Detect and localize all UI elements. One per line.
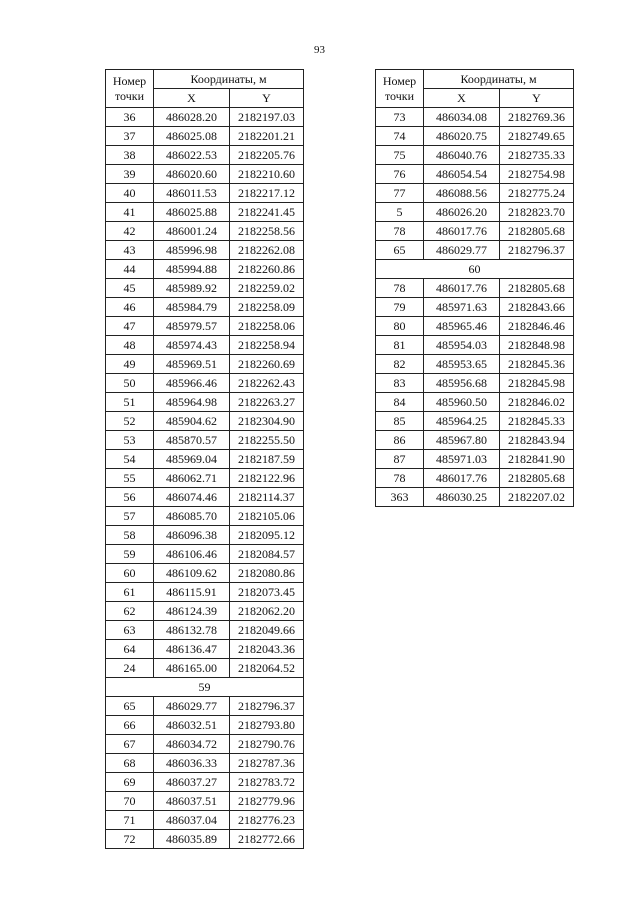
x-coordinate-cell: 486037.51: [154, 792, 230, 811]
point-number-cell: 74: [376, 127, 424, 146]
y-coordinate-cell: 2182262.43: [230, 374, 304, 393]
x-coordinate-cell: 485965.46: [424, 317, 500, 336]
x-coordinate-cell: 486001.24: [154, 222, 230, 241]
table-row: [106, 355, 304, 374]
table-row: [106, 165, 304, 184]
x-coordinate-cell: 486040.76: [424, 146, 500, 165]
coordinates-table-left: [105, 69, 304, 849]
x-coordinate-cell: 486136.47: [154, 640, 230, 659]
page-number: 93: [314, 44, 325, 56]
x-coordinate-cell: 486034.72: [154, 735, 230, 754]
y-coordinate-cell: 2182772.66: [230, 830, 304, 849]
table-row: [106, 564, 304, 583]
table-row: [376, 488, 574, 507]
y-coordinate-cell: 2182122.96: [230, 469, 304, 488]
point-number-cell: 65: [106, 697, 154, 716]
point-number-header-line1: Номер: [112, 73, 147, 88]
table-row: [106, 298, 304, 317]
x-coordinate-cell: 485953.65: [424, 355, 500, 374]
x-coordinate-cell: 486106.46: [154, 545, 230, 564]
x-coordinate-cell: 486017.76: [424, 469, 500, 488]
table-row: [106, 317, 304, 336]
y-coordinate-cell: 2182845.98: [500, 374, 574, 393]
y-coordinate-cell: 2182084.57: [230, 545, 304, 564]
y-coordinate-cell: 2182749.65: [500, 127, 574, 146]
table-row: [106, 146, 304, 165]
table-row: [376, 374, 574, 393]
x-coordinate-cell: 485996.98: [154, 241, 230, 260]
y-header: Y: [500, 89, 574, 108]
y-coordinate-cell: 2182787.36: [230, 754, 304, 773]
x-coordinate-cell: 486017.76: [424, 222, 500, 241]
y-coordinate-cell: 2182796.37: [500, 241, 574, 260]
point-number-cell: 51: [106, 393, 154, 412]
table-row: [106, 450, 304, 469]
x-coordinate-cell: 485956.68: [424, 374, 500, 393]
point-number-header-line1: Номер: [382, 73, 417, 88]
point-number-cell: 67: [106, 735, 154, 754]
section-label: 59: [106, 678, 304, 697]
point-number-cell: 79: [376, 298, 424, 317]
x-coordinate-cell: 486109.62: [154, 564, 230, 583]
section-row: [376, 260, 574, 279]
point-number-cell: 73: [376, 108, 424, 127]
x-coordinate-cell: 486062.71: [154, 469, 230, 488]
table-row: [106, 374, 304, 393]
coordinates-header: Координаты, м: [424, 70, 574, 89]
table-row: [106, 241, 304, 260]
point-number-cell: 24: [106, 659, 154, 678]
point-number-cell: 40: [106, 184, 154, 203]
point-number-cell: 37: [106, 127, 154, 146]
y-coordinate-cell: 2182105.06: [230, 507, 304, 526]
table-row: [376, 203, 574, 222]
point-number-cell: 53: [106, 431, 154, 450]
x-coordinate-cell: 486037.27: [154, 773, 230, 792]
point-number-cell: 64: [106, 640, 154, 659]
point-number-cell: 83: [376, 374, 424, 393]
point-number-header: [376, 70, 424, 108]
y-coordinate-cell: 2182845.36: [500, 355, 574, 374]
point-number-cell: 66: [106, 716, 154, 735]
point-number-cell: 70: [106, 792, 154, 811]
y-coordinate-cell: 2182846.02: [500, 393, 574, 412]
y-coordinate-cell: 2182197.03: [230, 108, 304, 127]
point-number-cell: 60: [106, 564, 154, 583]
table-row: [106, 184, 304, 203]
table-row: [376, 184, 574, 203]
y-coordinate-cell: 2182263.27: [230, 393, 304, 412]
table-row: [376, 393, 574, 412]
table-row: [106, 811, 304, 830]
table-row: [106, 830, 304, 849]
point-number-cell: 84: [376, 393, 424, 412]
table-row: [106, 488, 304, 507]
y-coordinate-cell: 2182805.68: [500, 222, 574, 241]
y-coordinate-cell: 2182754.98: [500, 165, 574, 184]
y-coordinate-cell: 2182304.90: [230, 412, 304, 431]
point-number-cell: 56: [106, 488, 154, 507]
point-number-cell: 87: [376, 450, 424, 469]
point-number-header-line2: точки: [384, 88, 415, 103]
y-coordinate-cell: 2182259.02: [230, 279, 304, 298]
section-label: 60: [376, 260, 574, 279]
y-coordinate-cell: 2182769.36: [500, 108, 574, 127]
point-number-cell: 78: [376, 279, 424, 298]
x-coordinate-cell: 485960.50: [424, 393, 500, 412]
table-row: [106, 526, 304, 545]
section-row: [106, 678, 304, 697]
point-number-cell: 5: [376, 203, 424, 222]
y-coordinate-cell: 2182805.68: [500, 469, 574, 488]
point-number-cell: 63: [106, 621, 154, 640]
x-coordinate-cell: 486017.76: [424, 279, 500, 298]
y-coordinate-cell: 2182823.70: [500, 203, 574, 222]
y-coordinate-cell: 2182187.59: [230, 450, 304, 469]
x-header: X: [154, 89, 230, 108]
point-number-cell: 46: [106, 298, 154, 317]
table-row: [106, 469, 304, 488]
table-row: [376, 279, 574, 298]
y-coordinate-cell: 2182241.45: [230, 203, 304, 222]
x-coordinate-cell: 486037.04: [154, 811, 230, 830]
y-coordinate-cell: 2182217.12: [230, 184, 304, 203]
coordinates-table-right: [375, 69, 574, 507]
x-coordinate-cell: 485870.57: [154, 431, 230, 450]
point-number-cell: 65: [376, 241, 424, 260]
point-number-cell: 81: [376, 336, 424, 355]
table-row: [376, 431, 574, 450]
table-row: [106, 621, 304, 640]
point-number-cell: 39: [106, 165, 154, 184]
x-coordinate-cell: 485989.92: [154, 279, 230, 298]
y-coordinate-cell: 2182848.98: [500, 336, 574, 355]
y-coordinate-cell: 2182260.69: [230, 355, 304, 374]
point-number-cell: 86: [376, 431, 424, 450]
table-row: [106, 507, 304, 526]
table-row: [106, 336, 304, 355]
coordinates-header: Координаты, м: [154, 70, 304, 89]
x-coordinate-cell: 486085.70: [154, 507, 230, 526]
table-row: [106, 735, 304, 754]
point-number-cell: 76: [376, 165, 424, 184]
table-row: [106, 108, 304, 127]
y-coordinate-cell: 2182255.50: [230, 431, 304, 450]
x-coordinate-cell: 485966.46: [154, 374, 230, 393]
table-row: [106, 716, 304, 735]
point-number-cell: 68: [106, 754, 154, 773]
y-coordinate-cell: 2182845.33: [500, 412, 574, 431]
point-number-cell: 44: [106, 260, 154, 279]
x-coordinate-cell: 485974.43: [154, 336, 230, 355]
x-coordinate-cell: 486132.78: [154, 621, 230, 640]
y-coordinate-cell: 2182073.45: [230, 583, 304, 602]
table-row: [376, 450, 574, 469]
point-number-cell: 49: [106, 355, 154, 374]
y-coordinate-cell: 2182049.66: [230, 621, 304, 640]
point-number-cell: 69: [106, 773, 154, 792]
x-coordinate-cell: 485969.04: [154, 450, 230, 469]
point-number-cell: 77: [376, 184, 424, 203]
x-coordinate-cell: 486054.54: [424, 165, 500, 184]
point-number-cell: 42: [106, 222, 154, 241]
x-coordinate-cell: 486030.25: [424, 488, 500, 507]
x-coordinate-cell: 486028.20: [154, 108, 230, 127]
y-coordinate-cell: 2182258.09: [230, 298, 304, 317]
x-coordinate-cell: 485984.79: [154, 298, 230, 317]
y-coordinate-cell: 2182843.94: [500, 431, 574, 450]
point-number-cell: 78: [376, 469, 424, 488]
point-number-cell: 75: [376, 146, 424, 165]
table-row: [106, 222, 304, 241]
point-number-cell: 59: [106, 545, 154, 564]
point-number-cell: 62: [106, 602, 154, 621]
y-coordinate-cell: 2182843.66: [500, 298, 574, 317]
y-coordinate-cell: 2182790.76: [230, 735, 304, 754]
table-row: [376, 317, 574, 336]
x-coordinate-cell: 486165.00: [154, 659, 230, 678]
table-row: [376, 241, 574, 260]
table-row: [106, 640, 304, 659]
point-number-header-line2: точки: [114, 88, 145, 103]
y-coordinate-cell: 2182043.36: [230, 640, 304, 659]
table-row: [376, 165, 574, 184]
y-coordinate-cell: 2182775.24: [500, 184, 574, 203]
table-row: [106, 754, 304, 773]
x-coordinate-cell: 486074.46: [154, 488, 230, 507]
x-coordinate-cell: 485969.51: [154, 355, 230, 374]
x-coordinate-cell: 486011.53: [154, 184, 230, 203]
point-number-cell: 41: [106, 203, 154, 222]
x-coordinate-cell: 486088.56: [424, 184, 500, 203]
table-row: [376, 108, 574, 127]
x-coordinate-cell: 485964.25: [424, 412, 500, 431]
point-number-cell: 45: [106, 279, 154, 298]
y-coordinate-cell: 2182080.86: [230, 564, 304, 583]
table-row: [106, 260, 304, 279]
table-row: [376, 222, 574, 241]
table-row: [106, 583, 304, 602]
x-coordinate-cell: 486026.20: [424, 203, 500, 222]
x-coordinate-cell: 486036.33: [154, 754, 230, 773]
x-coordinate-cell: 486032.51: [154, 716, 230, 735]
point-number-cell: 55: [106, 469, 154, 488]
y-header: Y: [230, 89, 304, 108]
point-number-cell: 52: [106, 412, 154, 431]
x-coordinate-cell: 486029.77: [154, 697, 230, 716]
x-coordinate-cell: 486025.88: [154, 203, 230, 222]
x-coordinate-cell: 485964.98: [154, 393, 230, 412]
point-number-cell: 71: [106, 811, 154, 830]
table-row: [106, 127, 304, 146]
y-coordinate-cell: 2182095.12: [230, 526, 304, 545]
point-number-cell: 363: [376, 488, 424, 507]
x-coordinate-cell: 485904.62: [154, 412, 230, 431]
x-coordinate-cell: 485994.88: [154, 260, 230, 279]
point-number-cell: 72: [106, 830, 154, 849]
point-number-cell: 61: [106, 583, 154, 602]
x-coordinate-cell: 486115.91: [154, 583, 230, 602]
y-coordinate-cell: 2182210.60: [230, 165, 304, 184]
table-row: [106, 393, 304, 412]
point-number-cell: 78: [376, 222, 424, 241]
y-coordinate-cell: 2182793.80: [230, 716, 304, 735]
y-coordinate-cell: 2182114.37: [230, 488, 304, 507]
point-number-cell: 57: [106, 507, 154, 526]
table-row: [106, 659, 304, 678]
y-coordinate-cell: 2182205.76: [230, 146, 304, 165]
point-number-cell: 43: [106, 241, 154, 260]
y-coordinate-cell: 2182262.08: [230, 241, 304, 260]
x-coordinate-cell: 486096.38: [154, 526, 230, 545]
x-coordinate-cell: 486020.75: [424, 127, 500, 146]
x-coordinate-cell: 486025.08: [154, 127, 230, 146]
point-number-cell: 80: [376, 317, 424, 336]
point-number-cell: 38: [106, 146, 154, 165]
table-row: [106, 792, 304, 811]
y-coordinate-cell: 2182258.06: [230, 317, 304, 336]
y-coordinate-cell: 2182805.68: [500, 279, 574, 298]
x-coordinate-cell: 486022.53: [154, 146, 230, 165]
y-coordinate-cell: 2182735.33: [500, 146, 574, 165]
y-coordinate-cell: 2182258.56: [230, 222, 304, 241]
x-coordinate-cell: 485979.57: [154, 317, 230, 336]
table-row: [376, 298, 574, 317]
table-row: [376, 469, 574, 488]
table-row: [376, 127, 574, 146]
x-coordinate-cell: 486035.89: [154, 830, 230, 849]
y-coordinate-cell: 2182062.20: [230, 602, 304, 621]
point-number-cell: 48: [106, 336, 154, 355]
y-coordinate-cell: 2182258.94: [230, 336, 304, 355]
point-number-header: [106, 70, 154, 108]
x-coordinate-cell: 486029.77: [424, 241, 500, 260]
y-coordinate-cell: 2182779.96: [230, 792, 304, 811]
x-coordinate-cell: 485967.80: [424, 431, 500, 450]
y-coordinate-cell: 2182841.90: [500, 450, 574, 469]
y-coordinate-cell: 2182776.23: [230, 811, 304, 830]
table-row: [106, 697, 304, 716]
table-row: [106, 602, 304, 621]
point-number-cell: 54: [106, 450, 154, 469]
point-number-cell: 47: [106, 317, 154, 336]
point-number-cell: 85: [376, 412, 424, 431]
table-row: [106, 203, 304, 222]
y-coordinate-cell: 2182783.72: [230, 773, 304, 792]
y-coordinate-cell: 2182796.37: [230, 697, 304, 716]
point-number-cell: 82: [376, 355, 424, 374]
table-row: [376, 355, 574, 374]
y-coordinate-cell: 2182846.46: [500, 317, 574, 336]
table-row: [106, 279, 304, 298]
y-coordinate-cell: 2182201.21: [230, 127, 304, 146]
point-number-cell: 58: [106, 526, 154, 545]
table-row: [376, 146, 574, 165]
y-coordinate-cell: 2182064.52: [230, 659, 304, 678]
x-coordinate-cell: 486034.08: [424, 108, 500, 127]
x-header: X: [424, 89, 500, 108]
table-row: [376, 412, 574, 431]
table-row: [106, 545, 304, 564]
point-number-cell: 50: [106, 374, 154, 393]
y-coordinate-cell: 2182207.02: [500, 488, 574, 507]
y-coordinate-cell: 2182260.86: [230, 260, 304, 279]
x-coordinate-cell: 486124.39: [154, 602, 230, 621]
x-coordinate-cell: 486020.60: [154, 165, 230, 184]
table-row: [376, 336, 574, 355]
table-row: [106, 431, 304, 450]
table-row: [106, 412, 304, 431]
x-coordinate-cell: 485954.03: [424, 336, 500, 355]
table-row: [106, 773, 304, 792]
x-coordinate-cell: 485971.03: [424, 450, 500, 469]
point-number-cell: 36: [106, 108, 154, 127]
x-coordinate-cell: 485971.63: [424, 298, 500, 317]
